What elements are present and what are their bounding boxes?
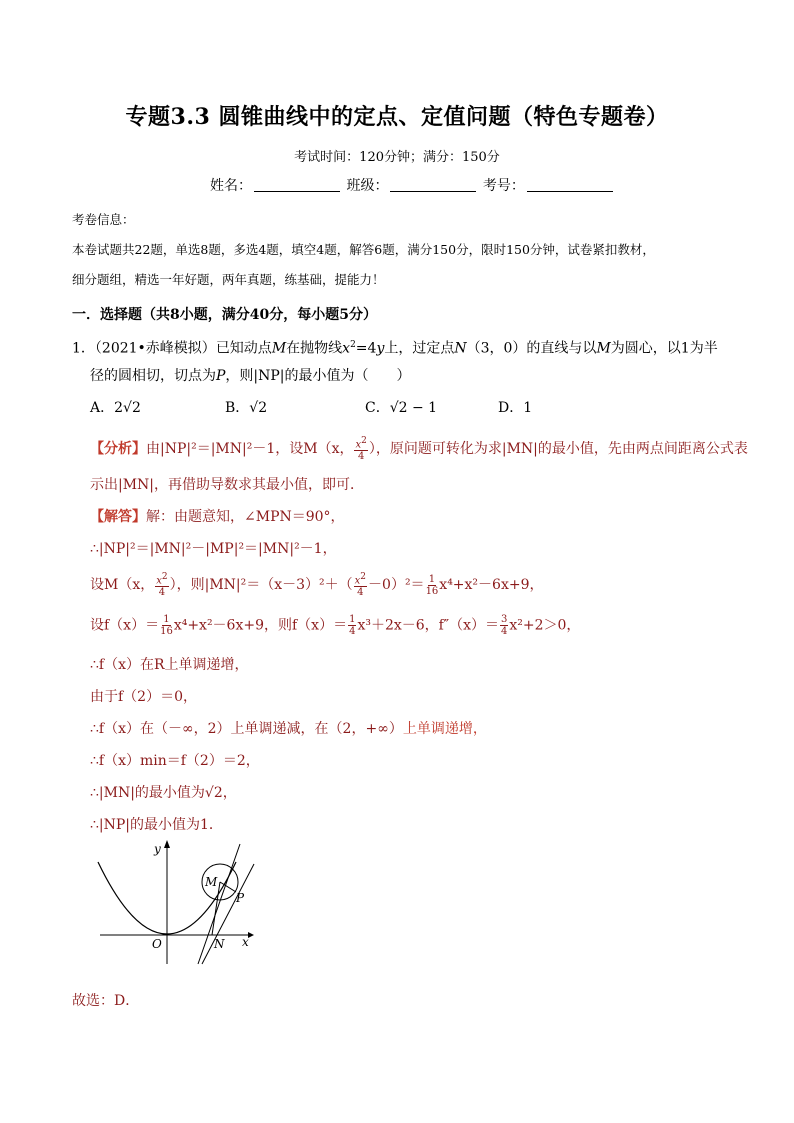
question-text: ，则|NP|的最小值为（ ）: [225, 368, 411, 384]
step-8: ∴|MN|的最小值为√2，: [90, 785, 237, 801]
label-o: O: [152, 937, 162, 951]
step-text: ），则|MN|²＝（x－3）²＋（: [169, 577, 353, 594]
option-d[interactable]: [498, 398, 532, 418]
class-label: 班级：: [346, 178, 389, 194]
student-fields: [210, 175, 615, 195]
step-5: 由于f（2）＝0，: [90, 689, 197, 705]
option-value: 1: [523, 400, 533, 416]
option-label: D．: [498, 400, 524, 416]
analysis-line1: 【分析】由|NP|²＝|MN|²－1，设M（x， $\frac{x^2}{4}$ ），原问题可转化为求|MN|的最小值，先由两点间距离公式表: [90, 436, 748, 463]
option-label: B．: [225, 400, 250, 416]
info-line2: 细分题组，精选一年好题，两年真题，练基础，提能力！: [72, 272, 385, 287]
name-label: 姓名：: [210, 178, 252, 194]
question-text: 径的圆相切，切点为: [90, 368, 216, 384]
number-label: 考号：: [482, 178, 525, 194]
info-heading: 考卷信息：: [72, 212, 135, 227]
name-field[interactable]: [254, 177, 340, 192]
class-field[interactable]: [390, 177, 476, 192]
option-value: √2: [249, 400, 268, 416]
question-source: （2021•赤峰模拟）: [94, 340, 216, 357]
option-label: A．: [90, 400, 115, 416]
step-text: x⁴+x²－6x+9，: [439, 577, 544, 594]
question-text: 已知动点: [215, 340, 272, 357]
parabola-circle-figure: [90, 836, 260, 971]
question-1-line1: 1．（2021•赤峰模拟）已知动点M在抛物线$x^2=4y$上，过定点N（3，0）的直线与以M为圆心，以1为半: [72, 340, 718, 357]
option-a[interactable]: [90, 398, 141, 418]
question-number: 1．: [72, 340, 95, 357]
conclusion: 故选：D．: [72, 993, 140, 1009]
step-2: 设M（x， $\frac{x^2}{4}$ ），则|MN|²＝（x－3）²＋（ $\frac{x^2}{4}$ －0）²＝ $\frac{1}{16}$ x⁴+x²－6x+9，: [90, 572, 544, 599]
analysis-text: 由|NP|²＝|MN|²－1，设M（x，: [146, 441, 354, 458]
step-7: ∴f（x）min＝f（2）＝2，: [90, 753, 260, 769]
step-text: x³＋2x－6，f″（x）＝: [357, 617, 499, 634]
analysis-text: ），原问题可转化为求|MN|的最小值，先由两点间距离公式表: [368, 441, 748, 458]
label-y: y: [154, 842, 161, 856]
step-1: ∴|NP|²＝|MN|²－|MP|²＝|MN|²－1，: [90, 541, 337, 557]
step-4: ∴f（x）在R上单调递增，: [90, 657, 249, 673]
options-row: [90, 398, 650, 420]
option-c[interactable]: [365, 398, 437, 418]
label-m: M: [205, 875, 218, 889]
segment-mn: [212, 882, 220, 935]
answer-line1: [90, 506, 345, 526]
step-text: 上单调递增，: [402, 721, 487, 737]
option-value: √2 − 1: [389, 400, 438, 416]
step-9: ∴|NP|的最小值为1．: [90, 817, 223, 833]
answer-tag: 【解答】: [90, 509, 146, 525]
question-text: 上，过定点: [384, 340, 455, 357]
question-text: 在抛物线: [286, 340, 343, 357]
option-b[interactable]: [225, 398, 267, 418]
option-value: 2√2: [114, 400, 141, 416]
label-p: P: [236, 891, 245, 905]
step-text: ∴f（x）在（－∞，2）上单调递减，在（2，+∞）: [90, 721, 403, 737]
option-label: C．: [365, 400, 390, 416]
step-text: －0）²＝: [368, 577, 425, 594]
analysis-line2: 示出|MN|，再借助导数求其最小值，即可．: [90, 477, 365, 493]
number-field[interactable]: [527, 177, 613, 192]
analysis-tag: 【分析】: [90, 441, 146, 458]
y-axis-arrow: [164, 840, 170, 848]
question-text: （3，0）的直线与以: [466, 340, 597, 357]
question-text: 为圆心，以1为半: [610, 340, 718, 357]
step-text: x⁴+x²－6x+9，则f（x）＝: [173, 617, 348, 634]
x-axis-arrow: [248, 932, 254, 938]
label-n: N: [214, 937, 225, 951]
step-text: 设f（x）＝: [90, 617, 160, 634]
page-title: 专题3.3 圆锥曲线中的定点、定值问题（特色专题卷）: [125, 104, 669, 130]
label-x: x: [242, 935, 249, 949]
section-heading: 一．选择题（共8小题，满分40分，每小题5分）: [72, 307, 377, 323]
exam-info: 考试时间：120分钟；满分：150分: [294, 150, 500, 165]
step-text: 设M（x，: [90, 577, 155, 594]
step-6: [90, 718, 487, 738]
info-line1: 本卷试题共22题，单选8题，多选4题，填空4题，解答6题，满分150分，限时150分钟，试卷紧扣教材，: [72, 242, 655, 257]
step-text: x²+2＞0，: [509, 617, 581, 634]
question-1-line2: 径的圆相切，切点为P，则|NP|的最小值为（ ）: [90, 368, 411, 384]
answer-text: 解：由题意知，∠MPN＝90°，: [146, 509, 345, 525]
step-3: 设f（x）＝ $\frac{1}{16}$ x⁴+x²－6x+9，则f（x）＝ $\frac{1}{4}$ x³＋2x－6，f″（x）＝ $\frac{3}{4}$ x²+2＞0，: [90, 614, 581, 637]
